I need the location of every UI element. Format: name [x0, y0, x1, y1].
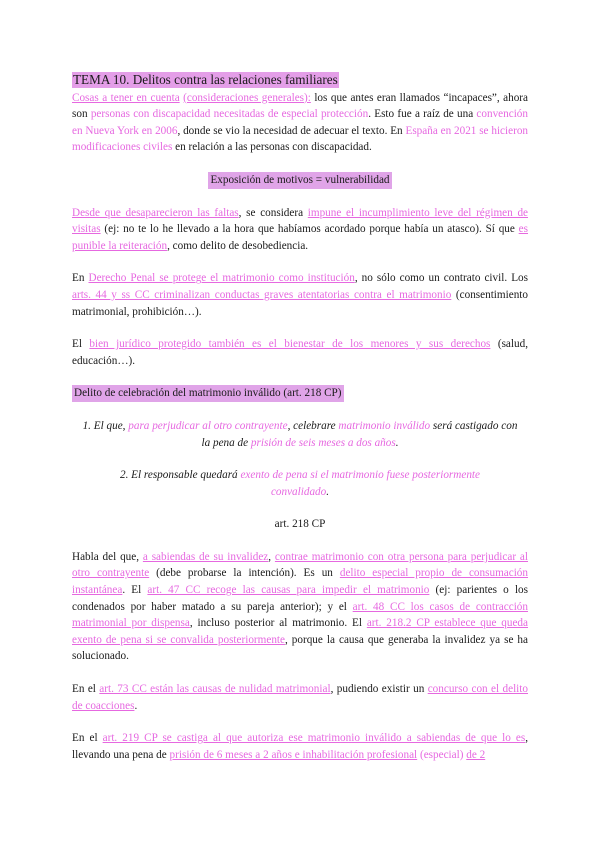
paragraph-institution	[72, 270, 528, 320]
paragraph-art-219	[72, 730, 528, 763]
article-quote-1	[72, 418, 528, 451]
paragraph-visits	[72, 205, 528, 255]
text-run: En el	[72, 732, 103, 745]
text-run: (salud, educación…).	[72, 338, 528, 367]
text-run: En	[72, 272, 89, 285]
text-run: (ej: parientes o los condenados por haber matado a su pareja anterior); y el	[72, 584, 528, 613]
text-highlight: Derecho Penal se protege el matrimonio como institución	[88, 272, 355, 285]
text-run: , se considera	[238, 206, 308, 219]
text-highlight: Desde que desaparecieron las faltas	[72, 206, 239, 219]
text-highlight: concurso con el delito de coacciones	[72, 683, 528, 712]
text-run: 2. El responsable quedará	[119, 469, 241, 482]
text-run: , porque la causa que generaba la invalidez ya se ha solucionado.	[72, 633, 528, 663]
text-run: , celebrare	[287, 419, 339, 432]
section-heading: Delito de celebración del matrimonio inválido (art. 218 CP)	[72, 385, 344, 402]
text-run: .	[326, 485, 330, 498]
text-run: , llevando una pena de	[72, 732, 528, 761]
text-highlight: prisión de 6 meses a 2 años e inhabilitación profesional	[169, 748, 418, 761]
text-highlight: Cosas a tener en cuenta	[72, 91, 180, 104]
paragraph-art-218	[72, 549, 528, 665]
text-highlight: art. 47 CC recoge las causas para impedir el matrimonio	[147, 584, 430, 597]
page-title: TEMA 10. Delitos contra las relaciones familiares	[73, 72, 338, 87]
text-run: , no sólo como un contrato civil. Los	[354, 272, 528, 285]
text-run: , donde se vio la necesidad de adecuar el texto. En	[177, 124, 406, 137]
text-run: los que antes eran llamados “incapaces”, ahora son	[72, 91, 529, 121]
text-run: .	[395, 436, 399, 449]
text-highlight: exento de pena si el matrimonio fuese posteriormente convalidado	[240, 469, 481, 498]
text-highlight: art. 48 CC los casos de contracción matrimonial por dispensa	[72, 600, 528, 630]
text-highlight: art. 73 CC están las causas de nulidad matrimonial	[99, 683, 331, 696]
section-heading-wrap	[72, 385, 528, 402]
text-run: , pudiendo existir un	[330, 683, 428, 696]
text-highlight: convención en Nueva York en 2006	[72, 108, 528, 137]
text-run: , como delito de desobediencia.	[167, 239, 309, 252]
text-highlight: impune el incumplimiento leve del régimen de visitas	[72, 206, 528, 236]
section-heading: Exposición de motivos = vulnerabilidad	[208, 172, 391, 189]
text-highlight: para perjudicar al otro contrayente	[128, 419, 288, 432]
text-run: (ej: no te lo he llevado a la hora que habíamos acordado porque había un atasco). Sí que	[100, 223, 519, 236]
text-run: .	[134, 699, 138, 712]
text-highlight: arts. 44 y ss CC criminalizan conductas graves atentatorias contra el matrimonio	[72, 288, 452, 301]
text-run: Habla del que,	[72, 550, 143, 563]
section-heading-wrap	[72, 172, 528, 189]
text-run: en relación a las personas con discapacidad.	[172, 141, 372, 154]
article-reference: art. 218 CP	[274, 518, 326, 531]
text-highlight: art. 218.2 CP establece que queda exento de pena si se convalida posteriormente	[72, 617, 528, 646]
text-highlight: es punible la reiteración	[72, 223, 528, 252]
text-highlight: (consideraciones generales):	[183, 91, 311, 104]
text-highlight: de 2	[466, 748, 486, 761]
text-highlight: bien jurídico protegido también es el bienestar de los menores y sus derechos	[89, 338, 491, 351]
text-run: será castigado con la pena de	[201, 419, 518, 449]
text-highlight: (especial)	[419, 748, 464, 761]
paragraph-considerations	[72, 90, 528, 156]
text-run: El	[72, 338, 90, 351]
text-highlight: matrimonio inválido	[338, 419, 431, 432]
document-body	[72, 72, 528, 763]
text-run: 1. El que,	[82, 419, 129, 432]
text-highlight: España en 2021 se hicieron modificaciones civiles	[72, 124, 529, 154]
text-run: ,	[268, 550, 275, 563]
text-run: . El	[122, 584, 148, 597]
text-run: (consentimiento matrimonial, prohibición…).	[72, 288, 528, 318]
text-run: , incluso posterior al matrimonio. El	[189, 617, 367, 630]
text-highlight: art. 219 CP se castiga al que autoriza ese matrimonio inválido a sabiendas de que lo es	[102, 732, 526, 745]
article-quote-2	[72, 467, 528, 500]
text-highlight: prisión de seis meses a dos años	[250, 436, 396, 449]
paragraph-legal-good	[72, 336, 528, 369]
text-highlight: a sabiendas de su invalidez	[142, 550, 269, 563]
text-run: . Esto fue a raíz de una	[368, 108, 477, 121]
text-run: En el	[72, 683, 100, 696]
text-highlight: delito especial propio de consumación instantánea	[72, 567, 528, 597]
text-highlight: contrae matrimonio con otra persona para perjudicar al otro contrayente	[72, 550, 528, 580]
text-run: (debe probarse la intención). Es un	[149, 567, 340, 580]
paragraph-art-73	[72, 681, 528, 714]
text-highlight: personas con discapacidad necesitadas de especial protección	[90, 108, 369, 121]
